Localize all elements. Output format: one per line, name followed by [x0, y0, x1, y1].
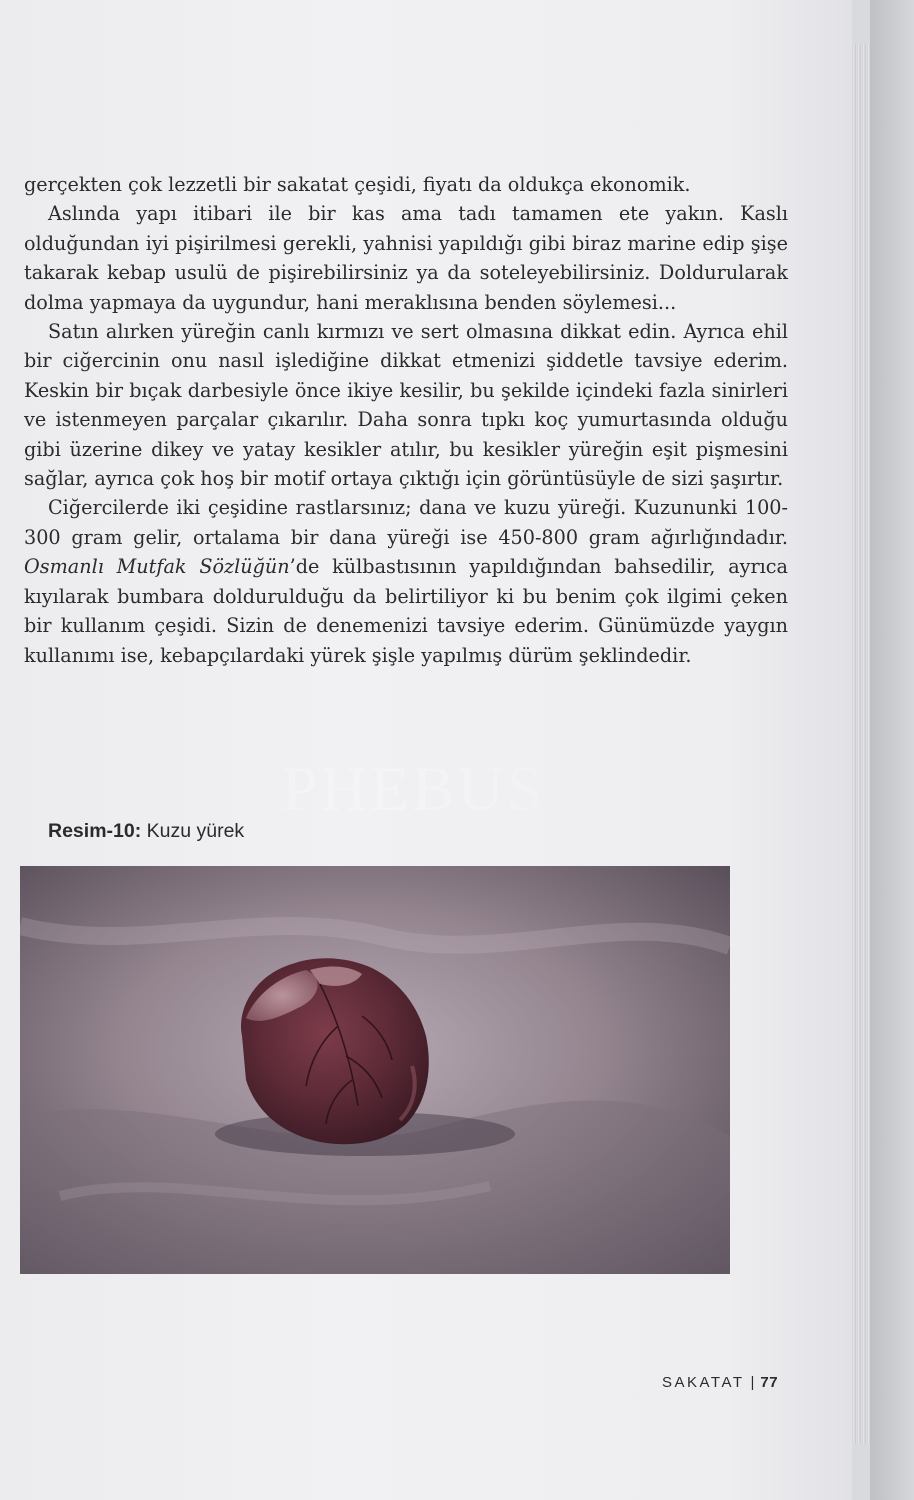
watermark: PHEBUS — [282, 753, 546, 824]
page-number: 77 — [760, 1374, 779, 1391]
footer-separator: | — [750, 1374, 755, 1391]
book-edge-shadow — [870, 0, 914, 1500]
paragraph-3: Satın alırken yüreğin canlı kırmızı ve sert olmasına dikkat edin. Ayrıca ehil bir ciğercinin onu nasıl işlediğine dikkat etmenizi şiddetle tavsiye ederim. Keskin bir bıçak darbesiyle önce ikiye kesilir, bu şekilde içindeki fazla sinirleri ve istenmeyen parçalar çıkarılır. Daha sonra tıpkı koç yumurtasında olduğu gibi üzerine dikey ve yatay kesikler atılır, bu kesikler yüreğin eşit pişmesini sağlar, ayrıca çok hoş bir motif ortaya çıktığı için görüntüsüyle de sizi şaşırtır. — [24, 320, 788, 491]
caption-text: Kuzu yürek — [141, 820, 245, 842]
caption-label: Resim-10: — [48, 820, 142, 842]
paragraph-2: Aslında yapı itibari ile bir kas ama tadı tamamen ete yakın. Kaslı olduğundan iyi pişirilmesi gerekli, yahnisi yapıldığı gibi biraz marine edip şişe takarak kebap usulü de pişirebilirsiniz ya da soteleyebilirsiniz. Doldurularak dolma yapmaya da uygundur, hani meraklısına benden söylemesi... — [24, 202, 788, 314]
paragraph-4-start: Ciğercilerde iki çeşidine rastlarsınız; dana ve kuzu yüreği. Kuzununki 100-300 gram gelir, ortalama bir dana yüreği ise 450-800 gram ağırlığındadır. — [24, 496, 788, 549]
page-edges — [852, 44, 870, 1444]
book-title-italic: Osmanlı Mutfak Sözlüğün — [24, 555, 290, 579]
figure-caption — [48, 820, 244, 843]
paragraph-4 — [24, 493, 788, 669]
paragraph-4-end: ’de külbastısının yapıldığından bahsedilir, ayrıca kıyılarak bumbara doldurulduğu da belirtiliyor ki bu benim çok ilgimi çeken bir kullanım çeşidi. Sizin de denemenizi tavsiye ederim. Günümüzde yaygın kullanımı ise, kebapçılardaki yürek şişle yapılmış dürüm şeklindedir. — [24, 555, 788, 667]
section-title: SAKATAT — [662, 1374, 745, 1391]
lamb-heart-photo — [20, 866, 730, 1274]
paragraph-1: gerçekten çok lezzetli bir sakatat çeşidi, fiyatı da oldukça ekonomik. — [24, 173, 691, 196]
running-footer — [662, 1374, 778, 1391]
body-text — [24, 170, 788, 670]
